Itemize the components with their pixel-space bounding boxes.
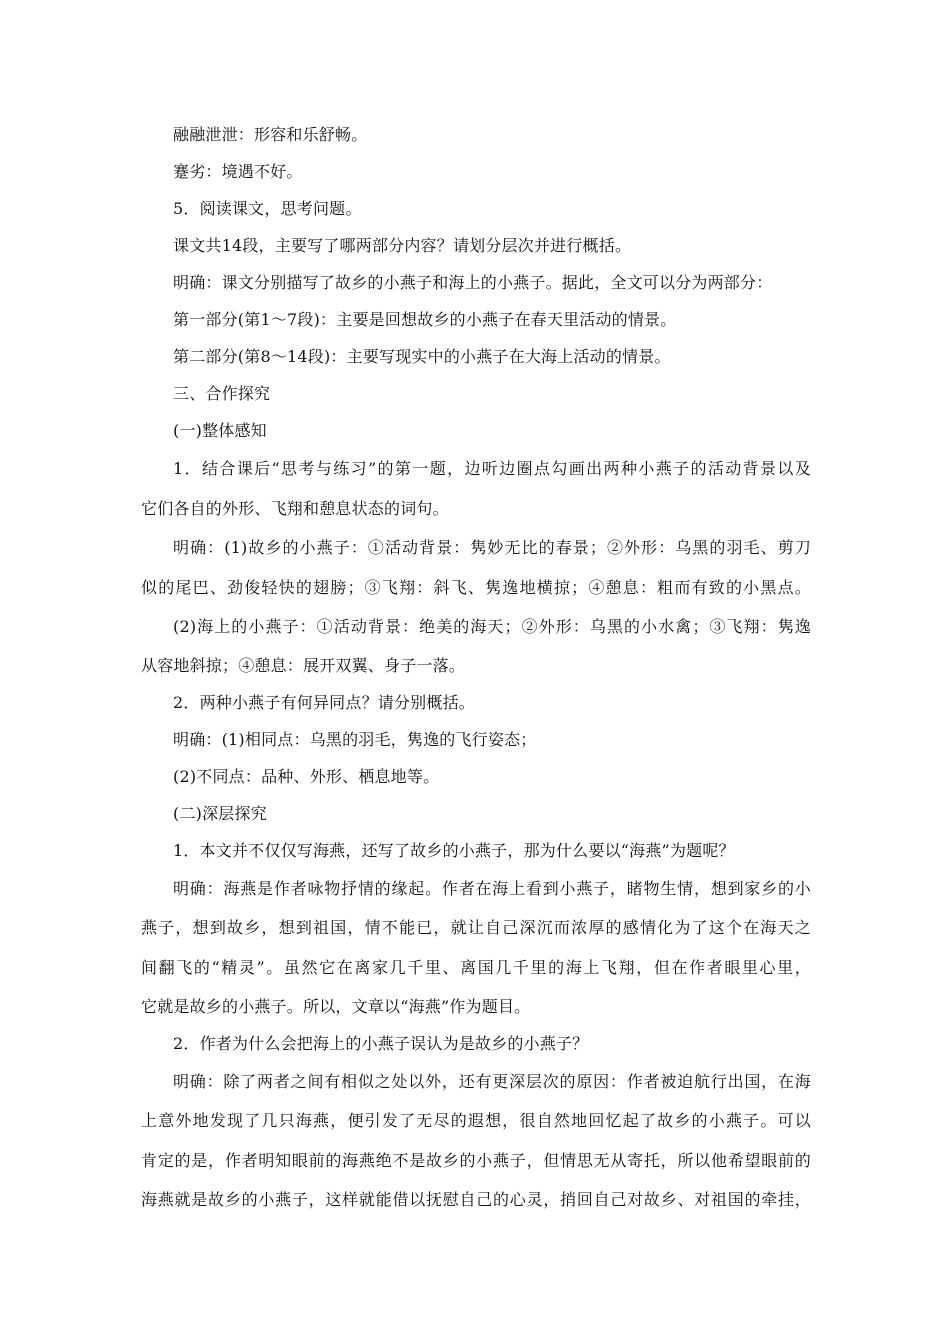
paragraph-line: 似的尾巴、劲俊轻快的翅膀；③飞翔：斜飞、隽逸地横掠；④憩息：粗而有致的小黑点。: [141, 578, 811, 597]
question-text: 课文共14段，主要写了哪两部分内容？请划分层次并进行概括。: [173, 236, 632, 255]
part-one-text: 第一部分(第1～7段)：主要是回想故乡的小燕子在春天里活动的情景。: [173, 310, 677, 329]
vocab-line-jianlie: 蹇劣：境遇不好。: [173, 162, 303, 181]
part-two-text: 第二部分(第8～14段)：主要写现实中的小燕子在大海上活动的情景。: [173, 347, 671, 366]
paragraph-line: (2)海上的小燕子：①活动背景：绝美的海天；②外形：乌黑的小水禽；③飞翔：隽逸: [173, 617, 811, 636]
paragraph-line: 海燕就是故乡的小燕子，这样就能借以抚慰自己的心灵，捎回自己对故乡、对祖国的牵挂，: [141, 1190, 811, 1209]
paragraph-line: 明确：(1)故乡的小燕子：①活动背景：隽妙无比的春景；②外形：乌黑的羽毛、剪刀: [173, 538, 811, 557]
question-text: 2．作者为什么会把海上的小燕子误认为是故乡的小燕子？: [173, 1034, 589, 1053]
question-heading: 5．阅读课文，思考问题。: [173, 199, 362, 218]
paragraph-line: 肯定的是，作者明知眼前的海燕绝不是故乡的小燕子，但情思无从寄托，所以他希望眼前的: [141, 1151, 811, 1170]
answer-text: 明确：(1)相同点：乌黑的羽毛，隽逸的飞行姿态；: [173, 730, 537, 749]
answer-text: 明确：课文分别描写了故乡的小燕子和海上的小燕子。据此，全文可以分为两部分：: [173, 273, 773, 292]
question-text: 1．本文并不仅仅写海燕，还写了故乡的小燕子，那为什么要以“海燕”为题呢？: [173, 841, 735, 860]
answer-text: (2)不同点：品种、外形、栖息地等。: [173, 767, 440, 786]
paragraph-line: 明确：海燕是作者咏物抒情的缘起。作者在海上看到小燕子，睹物生情，想到家乡的小: [173, 879, 811, 898]
paragraph-line: 间翻飞的“精灵”。虽然它在离家几千里、离国几千里的海上飞翔，但在作者眼里心里，: [141, 958, 811, 977]
paragraph-line: 明确：除了两者之间有相似之处以外，还有更深层次的原因：作者被迫航行出国，在海: [173, 1072, 811, 1091]
subsection-heading: (二)深层探究: [173, 804, 267, 823]
paragraph-line: 从容地斜掠；④憩息：展开双翼、身子一落。: [141, 656, 466, 675]
subsection-heading: (一)整体感知: [173, 421, 267, 440]
paragraph-line: 1．结合课后“思考与练习”的第一题，边听边圈点勾画出两种小燕子的活动背景以及: [173, 459, 811, 478]
vocab-line-rongrong: 融融泄泄：形容和乐舒畅。: [173, 125, 368, 144]
question-text: 2．两种小燕子有何异同点？请分别概括。: [173, 693, 475, 712]
paragraph-line: 燕子，想到故乡，想到祖国，情不能已，就让自己深沉而浓厚的感情化为了这个在海天之: [141, 918, 811, 937]
section-heading: 三、合作探究: [173, 384, 271, 403]
paragraph-line: 它就是故乡的小燕子。所以，文章以“海燕”作为题目。: [141, 997, 531, 1016]
paragraph-line: 它们各自的外形、飞翔和憩息状态的词句。: [141, 499, 449, 518]
paragraph-line: 上意外地发现了几只海燕，便引发了无尽的遐想，很自然地回忆起了故乡的小燕子。可以: [141, 1111, 811, 1130]
